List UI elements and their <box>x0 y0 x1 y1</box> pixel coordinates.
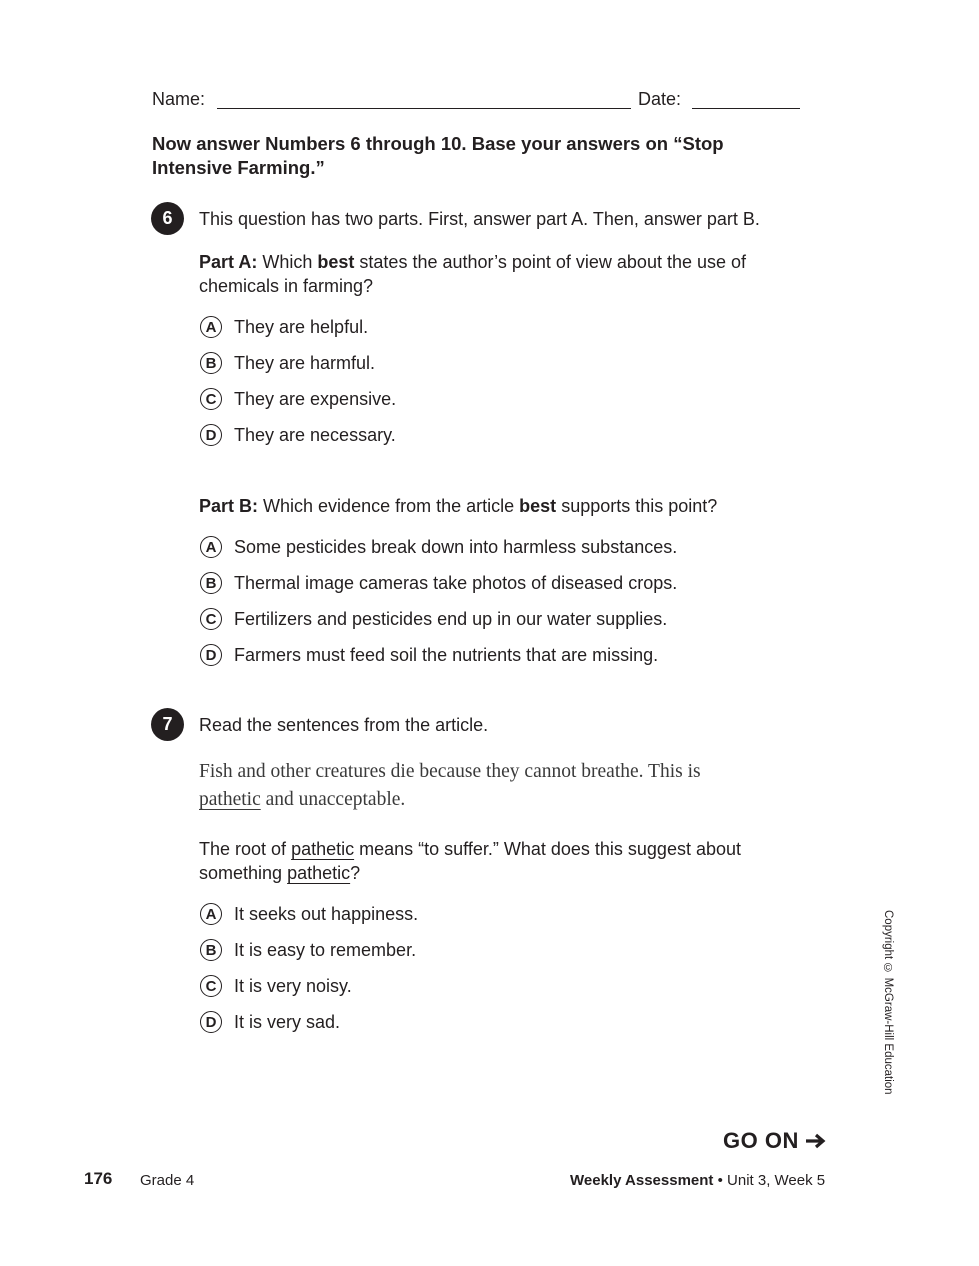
option-bubble[interactable]: B <box>200 939 222 961</box>
question-7-instruction: Read the sentences from the article. <box>199 715 489 735</box>
part-a-prompt-pre: Which <box>262 252 313 272</box>
question-6-instruction: This question has two parts. First, answer part A. Then, answer part B. <box>199 209 760 229</box>
name-field[interactable] <box>217 107 631 109</box>
option-bubble[interactable]: C <box>200 388 222 410</box>
prompt-mid: means “to suffer.” What does this suggest about something <box>199 839 742 883</box>
prompt-underlined-word: pathetic <box>291 839 355 859</box>
name-label: Name: <box>152 89 206 109</box>
option-bubble[interactable]: B <box>200 572 222 594</box>
assessment-info <box>570 1172 825 1189</box>
option-bubble[interactable]: D <box>200 644 222 666</box>
quote-underlined-word: pathetic <box>199 789 261 810</box>
prompt-pre: The root of <box>199 839 287 859</box>
q7-option-d[interactable] <box>200 1009 340 1035</box>
option-bubble[interactable]: A <box>200 536 222 558</box>
prompt-end: ? <box>350 863 361 883</box>
assessment-title: Weekly Assessment <box>570 1172 714 1189</box>
q7-option-c[interactable] <box>200 973 352 999</box>
option-bubble[interactable]: D <box>200 424 222 446</box>
part-a-prompt-post: states the author’s point of view about the use of chemicals in farming? <box>199 252 747 296</box>
part-a-prompt-bold: best <box>317 252 355 272</box>
q7-option-a[interactable] <box>200 901 418 927</box>
option-text: It is easy to remember. <box>234 939 417 960</box>
question-7-number: 7 <box>151 708 184 741</box>
date-label: Date: <box>638 89 682 109</box>
option-text: They are helpful. <box>234 316 369 337</box>
unit-week: • Unit 3, Week 5 <box>717 1172 826 1189</box>
copyright-notice: Copyright © McGraw-Hill Education <box>882 910 894 1095</box>
option-bubble[interactable]: A <box>200 316 222 338</box>
option-text: They are necessary. <box>234 424 396 445</box>
question-6-number: 6 <box>151 202 184 235</box>
part-b-prompt <box>199 494 829 518</box>
option-text: It is very noisy. <box>234 975 352 996</box>
date-field[interactable] <box>692 107 800 109</box>
option-text: It is very sad. <box>234 1011 341 1032</box>
option-bubble[interactable]: A <box>200 903 222 925</box>
intro-instructions: Now answer Numbers 6 through 10. Base your answers on “Stop Intensive Farming.” <box>152 133 724 178</box>
part-b-option-b[interactable] <box>200 570 677 596</box>
option-text: Farmers must feed soil the nutrients that are missing. <box>234 644 659 665</box>
part-a-prompt <box>199 250 829 298</box>
grade-label: Grade 4 <box>140 1172 195 1189</box>
option-bubble[interactable]: B <box>200 352 222 374</box>
question-7-prompt <box>199 837 829 885</box>
part-b-prompt-post: supports this point? <box>561 496 718 516</box>
go-on-label: GO ON <box>723 1128 799 1153</box>
prompt-underlined-word-2: pathetic <box>287 863 351 883</box>
q7-option-b[interactable] <box>200 937 416 963</box>
part-b-prompt-bold: best <box>519 496 557 516</box>
part-b-option-a[interactable] <box>200 534 677 560</box>
part-b-label: Part B: <box>199 496 259 516</box>
option-text: They are expensive. <box>234 388 397 409</box>
option-text: Thermal image cameras take photos of diseased crops. <box>234 572 678 593</box>
option-text: It seeks out happiness. <box>234 903 419 924</box>
option-text: Some pesticides break down into harmless substances. <box>234 536 678 557</box>
part-a-option-d[interactable] <box>200 422 396 448</box>
article-quote <box>199 758 799 814</box>
part-a-option-b[interactable] <box>200 350 375 376</box>
page-number: 176 <box>84 1169 113 1188</box>
go-on-indicator <box>723 1128 827 1154</box>
part-b-option-d[interactable] <box>200 642 658 668</box>
option-bubble[interactable]: C <box>200 608 222 630</box>
part-a-option-c[interactable] <box>200 386 396 412</box>
part-b-prompt-pre: Which evidence from the article <box>263 496 515 516</box>
arrow-right-icon <box>805 1132 827 1150</box>
quote-rest: and unacceptable. <box>265 789 406 810</box>
part-a-option-a[interactable] <box>200 314 368 340</box>
option-bubble[interactable]: D <box>200 1011 222 1033</box>
quote-line-1: Fish and other creatures die because they cannot breathe. This is <box>199 761 701 782</box>
option-bubble[interactable]: C <box>200 975 222 997</box>
part-b-option-c[interactable] <box>200 606 667 632</box>
option-text: Fertilizers and pesticides end up in our water supplies. <box>234 608 668 629</box>
part-a-label: Part A: <box>199 252 258 272</box>
option-text: They are harmful. <box>234 352 376 373</box>
